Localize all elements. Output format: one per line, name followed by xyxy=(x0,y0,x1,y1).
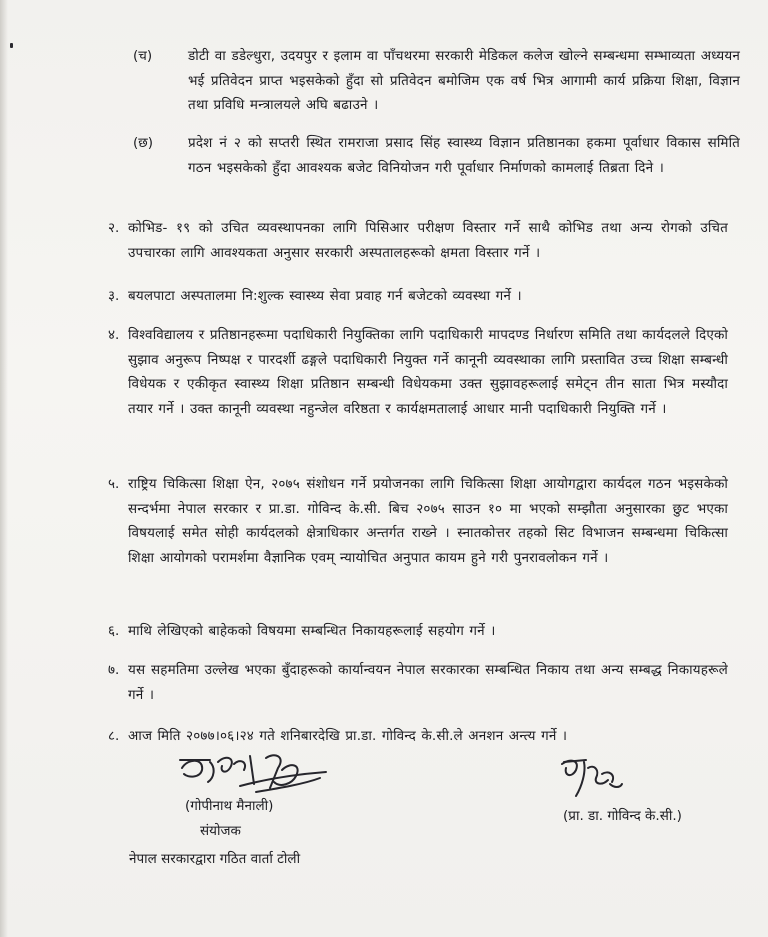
page-edge-shadow xyxy=(0,0,8,937)
right-signatory-name: (प्रा. डा. गोविन्द के.सी.) xyxy=(563,808,682,824)
item-number-4: ४. xyxy=(108,327,120,343)
ink-mark xyxy=(10,43,13,48)
item-number-6: ६. xyxy=(108,623,120,639)
item-number-8: ८. xyxy=(108,728,120,744)
item-number-5: ५. xyxy=(108,476,120,492)
sub-item-text-cha: डोटी वा डडेल्धुरा, उदयपुर र इलाम वा पाँचथरमा सरकारी मेडिकल कलेज खोल्ने सम्बन्धमा सम्भाव्यता अध्ययन भई प्रतिवेदन प्राप्त भइसकेको हुँदा सो प्रतिवेदन बमोजिम एक वर्ष भित्र आगामी कार्य प्रक्रिया शिक्षा, विज्ञान तथा प्रविधि मन्त्रालयले अघि बढाउने । xyxy=(188,48,740,113)
item-number-3: ३. xyxy=(108,288,120,304)
item-text-2: कोभिड- १९ को उचित व्यवस्थापनका लागि पिसिआर परीक्षण विस्तार गर्ने साथै कोभिड तथा अन्य रोगको उचित उपचारका लागि आवश्यकता अनुसार सरकारी अस्पतालहरूको क्षमता विस्तार गर्ने । xyxy=(128,220,728,261)
left-signatory-org: नेपाल सरकारद्वारा गठित वार्ता टोली xyxy=(129,851,301,867)
item-text-8: आज मिति २०७७।०६।२४ गते शनिबारदेखि प्रा.डा. गोविन्द के.सी.ले अनशन अन्त्य गर्ने । xyxy=(128,728,568,744)
item-text-7: यस सहमतिमा उल्लेख भएका बुँदाहरूको कार्यान्वयन नेपाल सरकारका सम्बन्धित निकाय तथा अन्य सम्बद्ध निकायहरूले गर्ने । xyxy=(128,662,728,703)
item-text-5: राष्ट्रिय चिकित्सा शिक्षा ऐन, २०७५ संशोधन गर्ने प्रयोजनका लागि चिकित्सा शिक्षा आयोगद्वारा कार्यदल गठन भइसकेको सन्दर्भमा नेपाल सरकार र प्रा.डा. गोविन्द के.सी. बिच २०७५ साउन १० मा भएको सम्झौता अनुसारका छुट भएका विषयलाई समेत सोही कार्यदलको क्षेत्राधिकार अन्तर्गत राख्ने । स्नातकोत्तर तहको सिट विभाजन सम्बन्धमा चिकित्सा शिक्षा आयोगको परामर्शमा वैज्ञानिक एवम् न्यायोचित अनुपात कायम हुने गरी पुनरावलोकन गर्ने । xyxy=(128,476,728,566)
item-text-6: माथि लेखिएको बाहेकको विषयमा सम्बन्धित निकायहरूलाई सहयोग गर्ने । xyxy=(128,623,496,639)
item-number-7: ७. xyxy=(108,662,120,678)
item-text-4: विश्वविद्यालय र प्रतिष्ठानहरूमा पदाधिकारी नियुक्तिका लागि पदाधिकारी मापदण्ड निर्धारण समिति तथा कार्यदलले दिएको सुझाव अनुरूप निष्पक्ष र पारदर्शी ढङ्गले पदाधिकारी नियुक्त गर्ने कानूनी व्यवस्थाका लागि प्रस्तावित उच्च शिक्षा सम्बन्धी विधेयक र एकीकृत स्वास्थ्य शिक्षा प्रतिष्ठान सम्बन्धी विधेयकमा उक्त सुझावहरूलाई समेट्न तीन साता भित्र मस्यौदा तयार गर्ने । उक्त कानूनी व्यवस्था नहुन्जेल वरिष्ठता र कार्यक्षमतालाई आधार मानी पदाधिकारी नियुक्ति गर्ने । xyxy=(128,327,728,417)
sub-item-marker-cha: (च) xyxy=(133,48,153,64)
left-signatory-role: संयोजक xyxy=(200,823,241,839)
sub-item-text-chha: प्रदेश नं २ को सप्तरी स्थित रामराजा प्रसाद सिंह स्वास्थ्य विज्ञान प्रतिष्ठानका हकमा पूर्वाधार विकास समिति गठन भइसकेको हुँदा आवश्यक बजेट विनियोजन गरी पूर्वाधार निर्माणको कामलाई तिब्रता दिने । xyxy=(188,135,740,176)
right-signature xyxy=(556,756,626,802)
sub-item-marker-chha: (छ) xyxy=(133,135,153,151)
item-text-3: बयलपाटा अस्पतालमा नि:शुल्क स्वास्थ्य सेवा प्रवाह गर्न बजेटको व्यवस्था गर्ने । xyxy=(128,288,522,304)
item-number-2: २. xyxy=(108,220,120,236)
left-signatory-name: (गोपीनाथ मैनाली) xyxy=(185,798,274,814)
